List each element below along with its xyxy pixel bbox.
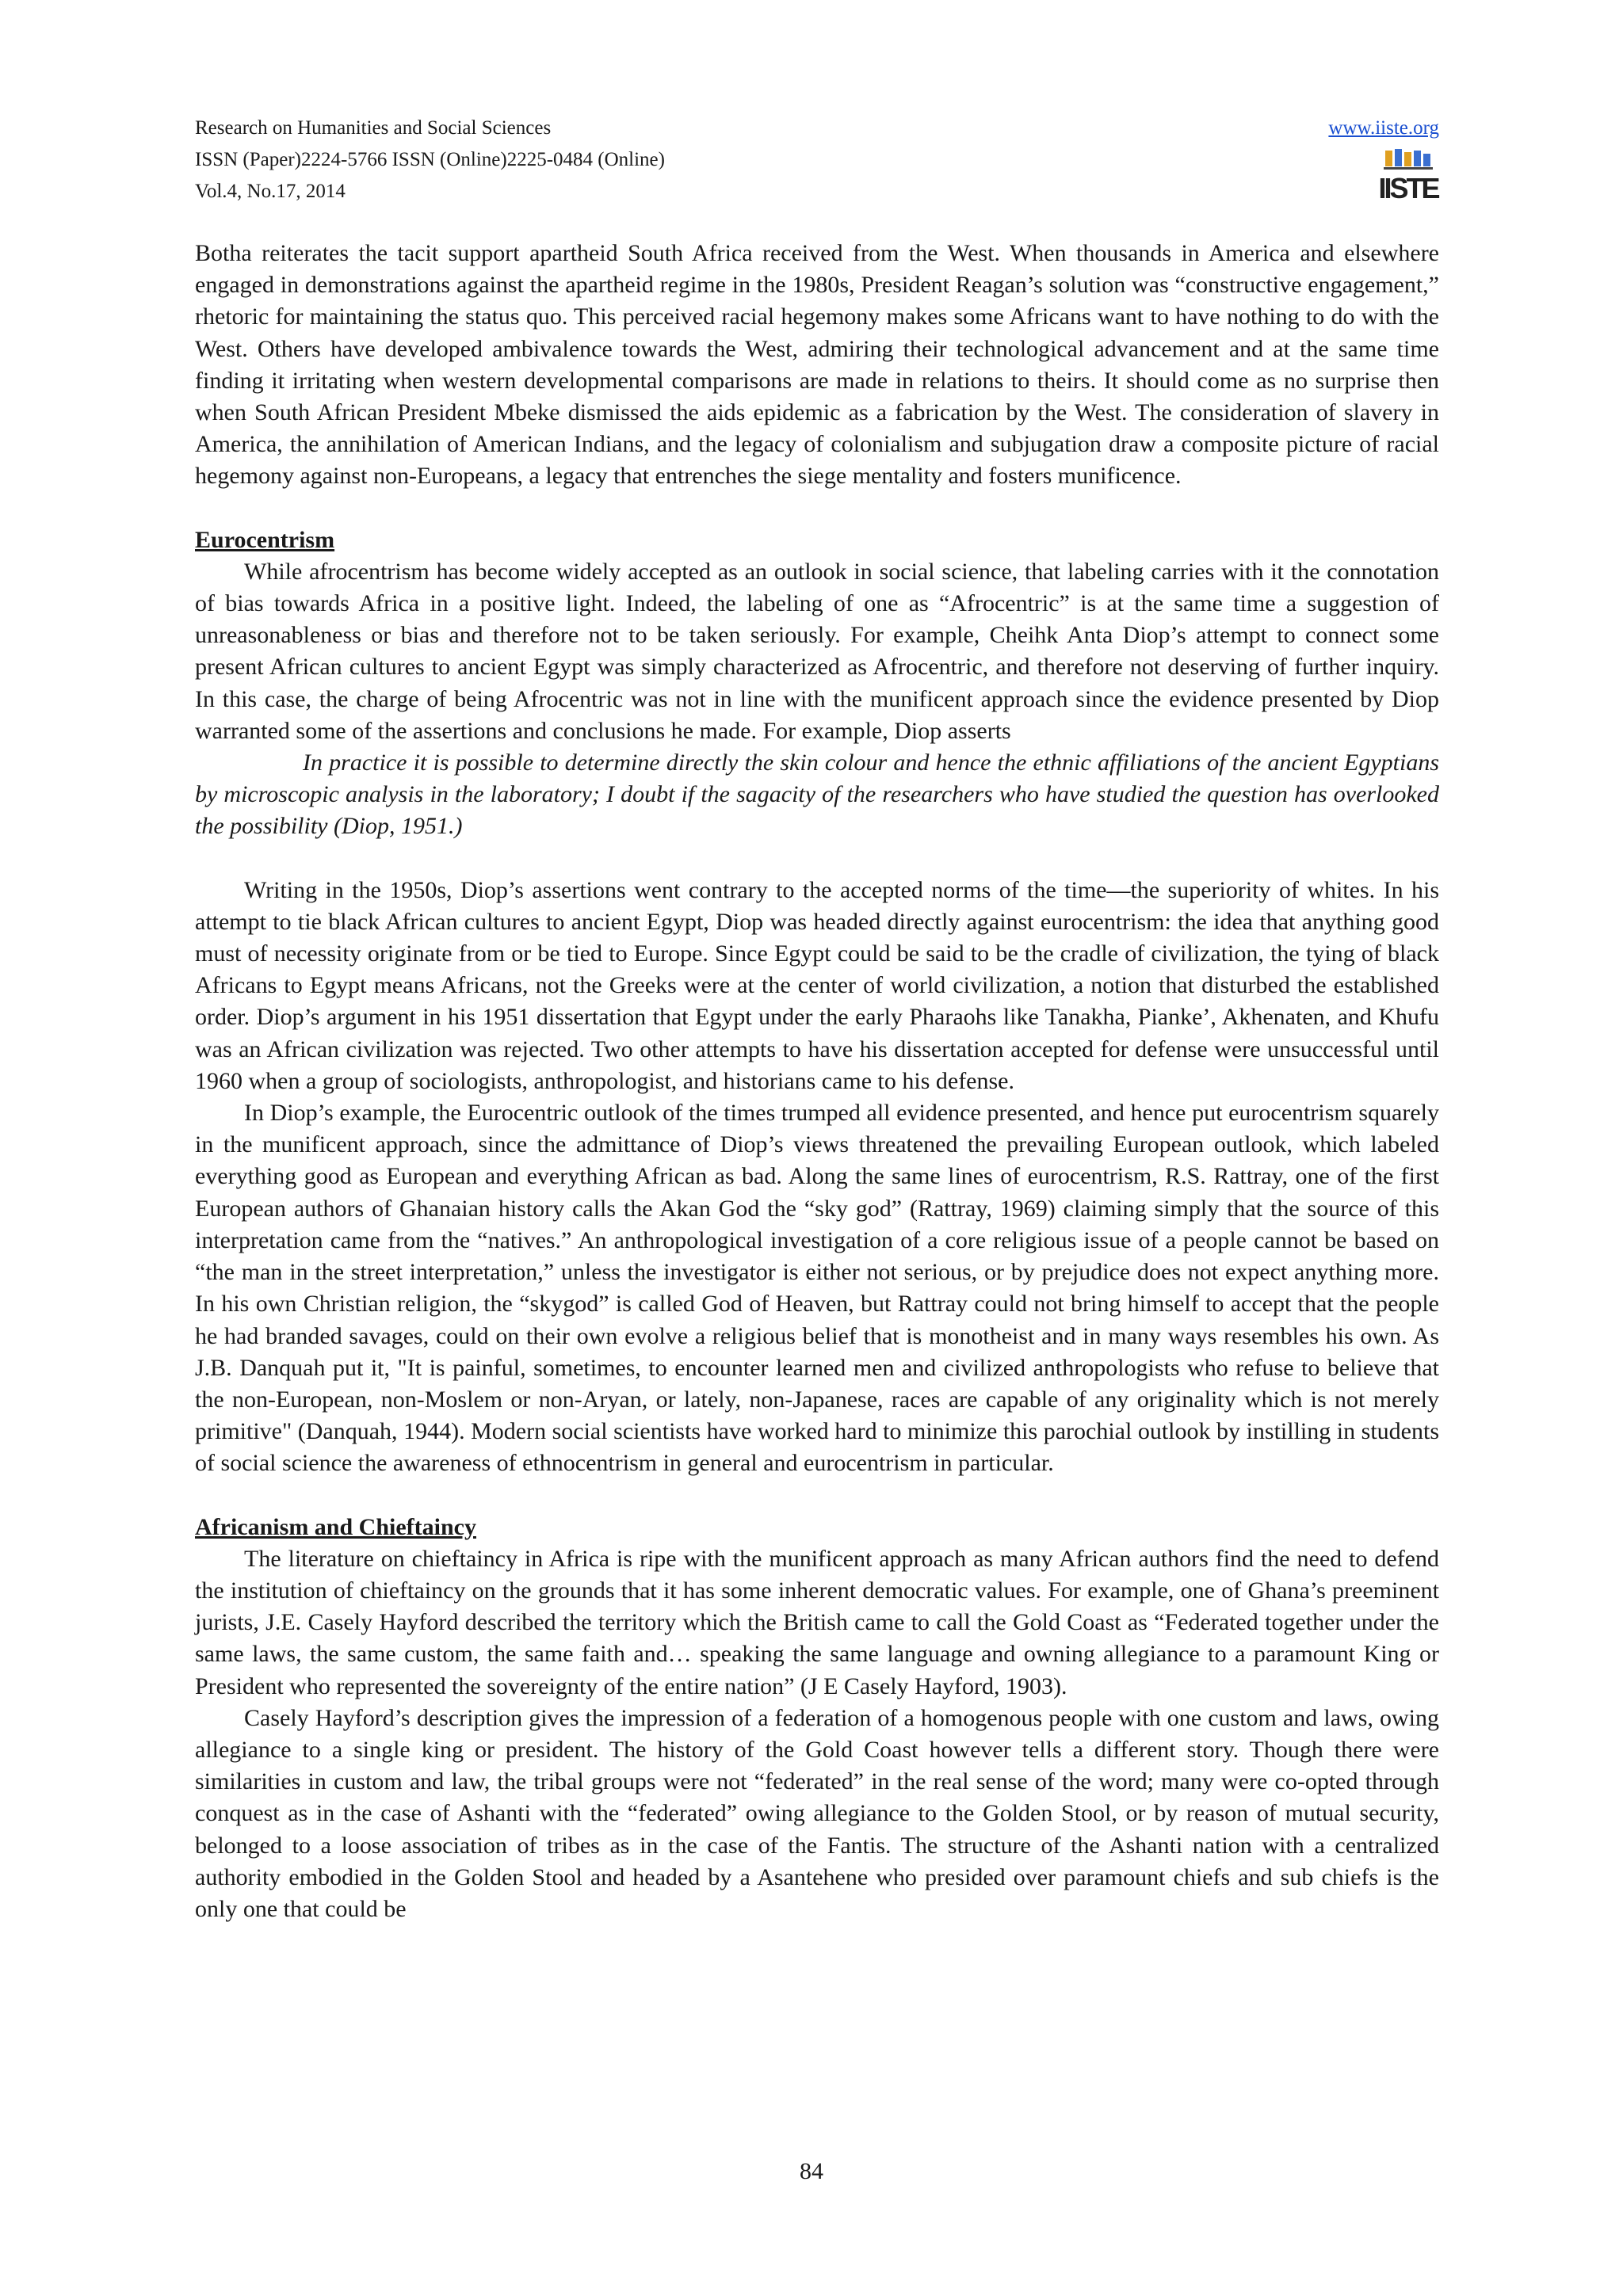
paragraph: Botha reiterates the tacit support apartheid South Africa received from the West. When thousands in America and elsewhere engaged in demonstrations against the apartheid regime in the 1980s, President Reagan’s solution was “constructive engagement,” rhetoric for maintaining the status quo. This perceived racial hegemony makes some Africans want to have nothing to do with the West. Others have developed ambivalence towards the West, admiring their technological advancement and at the same time finding it irritating when western developmental comparisons are made in relations to theirs. It should come as no surprise then when South African President Mbeke dismissed the aids epidemic as a fabrication by the West. The consideration of slavery in America, the annihilation of American Indians, and the legacy of colonialism and subjugation draw a composite picture of racial hegemony against non-Europeans, a legacy that entrenches the siege mentality and fosters munificence. bbox=[195, 240, 1439, 490]
paragraph: Writing in the 1950s, Diop’s assertions went contrary to the accepted norms of the time—the superiority of whites. In his attempt to tie black African cultures to ancient Egypt, Diop was headed directly against eurocentrism: the idea that anything good must of necessity originate from or be tied to Europe. Since Egypt could be said to be the cradle of civilization, the tying of black Africans to Egypt means Africans, not the Greeks were at the center of world civilization, a notion that disturbed the established order. Diop’s argument in his 1951 dissertation that Egypt under the early Pharaohs like Tanakha, Pianke’, Akhenaten, and Khufu was an African civilization was rejected. Two other attempts to have his dissertation accepted for defense were unsuccessful until 1960 when a group of sociologists, anthropologist, and historians came to his defense. bbox=[195, 876, 1439, 1094]
block-quote: In practice it is possible to determine directly the skin colour and hence the ethnic affiliations of the ancient Egyptians by microscopic analysis in the laboratory; I doubt if the sagacity of the researchers who have studied the question has overlooked the possibility (Diop, 1951.) bbox=[195, 749, 1439, 840]
paragraph: In Diop’s example, the Eurocentric outlook of the times trumped all evidence presented, and hence put eurocentrism squarely in the munificent approach, since the admittance of Diop’s views threatened the prevailing European outlook, which labeled everything good as European and everything African as bad. Along the same lines of eurocentrism, R.S. Rattray, one of the first European authors of Ghanaian history calls the Akan God the “sky god” (Rattray, 1969) claiming simply that the source of this interpretation came from the “natives.” An anthropological investigation of a core religious issue of a people cannot be based on “the man in the street interpretation,” unless the investigator is either not serious, or by prejudice does not expect anything more. In his own Christian religion, the “skygod” is called God of Heaven, but Rattray could not bring himself to accept that the people he had branded savages, could on their own evolve a religious belief that is monotheist and in many ways resembles his own. As J.B. Danquah put it, "It is painful, sometimes, to encounter learned men and civilized anthropologists who refuse to believe that the non-European, non-Moslem or non-Aryan, or lately, non-Japanese, races are capable of any originality which is not merely primitive" (Danquah, 1944). Modern social scientists have worked hard to minimize this parochial outlook by instilling in students of social science the awareness of ethnocentrism in general and eurocentrism in particular. bbox=[195, 1100, 1439, 1477]
article-body bbox=[195, 238, 1439, 1925]
section-heading-africanism-chieftaincy: Africanism and Chieftaincy bbox=[195, 1513, 476, 1540]
paragraph: The literature on chieftaincy in Africa is ripe with the munificent approach as many African authors find the need to defend the institution of chieftaincy on the grounds that it has some inherent democratic values. For example, one of Ghana’s preeminent jurists, J.E. Casely Hayford described the territory which the British came to call the Gold Coast as “Federated together under the same laws, the same custom, the same faith and… speaking the same language and owning allegiance to a paramount King or President who represented the sovereignty of the entire nation” (J E Casely Hayford, 1903). bbox=[195, 1545, 1439, 1699]
paragraph: Casely Hayford’s description gives the impression of a federation of a homogenous people with one custom and laws, owing allegiance to a single king or president. The history of the Gold Coast however tells a different story. Though there were similarities in custom and law, the tribal groups were not “federated” in the real sense of the word; many were co-opted through conquest as in the case of Ashanti with the “federated” owing allegiance to the Golden Stool, or by reason of mutual security, belonged to a loose association of tribes as in the case of the Fantis. The structure of the Ashanti nation with a centralized authority embodied in the Golden Stool and headed by a Asantehene who presided over paramount chiefs and sub chiefs is the only one that could be bbox=[195, 1704, 1439, 1922]
issn-line: ISSN (Paper)2224-5766 ISSN (Online)2225-0484 (Online) bbox=[195, 149, 665, 170]
page-number: 84 bbox=[800, 2158, 823, 2184]
journal-title: Research on Humanities and Social Sciences bbox=[195, 117, 552, 139]
volume-line: Vol.4, No.17, 2014 bbox=[195, 181, 346, 202]
section-heading-eurocentrism: Eurocentrism bbox=[195, 526, 335, 553]
svg-text:IISTE: IISTE bbox=[1378, 172, 1438, 204]
page-header bbox=[195, 113, 1439, 215]
paragraph: While afrocentrism has become widely accepted as an outlook in social science, that labeling carries with it the connotation of bias towards Africa in a positive light. Indeed, the labeling of one as “Afrocentric” is at the same time a suggestion of unreasonableness or bias and therefore not to be taken seriously. For example, Cheihk Anta Diop’s attempt to connect some present African cultures to ancient Egypt was simply characterized as Afrocentric, and therefore not deserving of further inquiry. In this case, the charge of being Afrocentric was not in line with the munificent approach since the evidence presented by Diop warranted some of the assertions and conclusions he made. For example, Diop asserts bbox=[195, 558, 1439, 744]
journal-url-link[interactable]: www.iiste.org bbox=[1328, 117, 1439, 139]
iiste-logo-icon bbox=[1378, 149, 1438, 204]
